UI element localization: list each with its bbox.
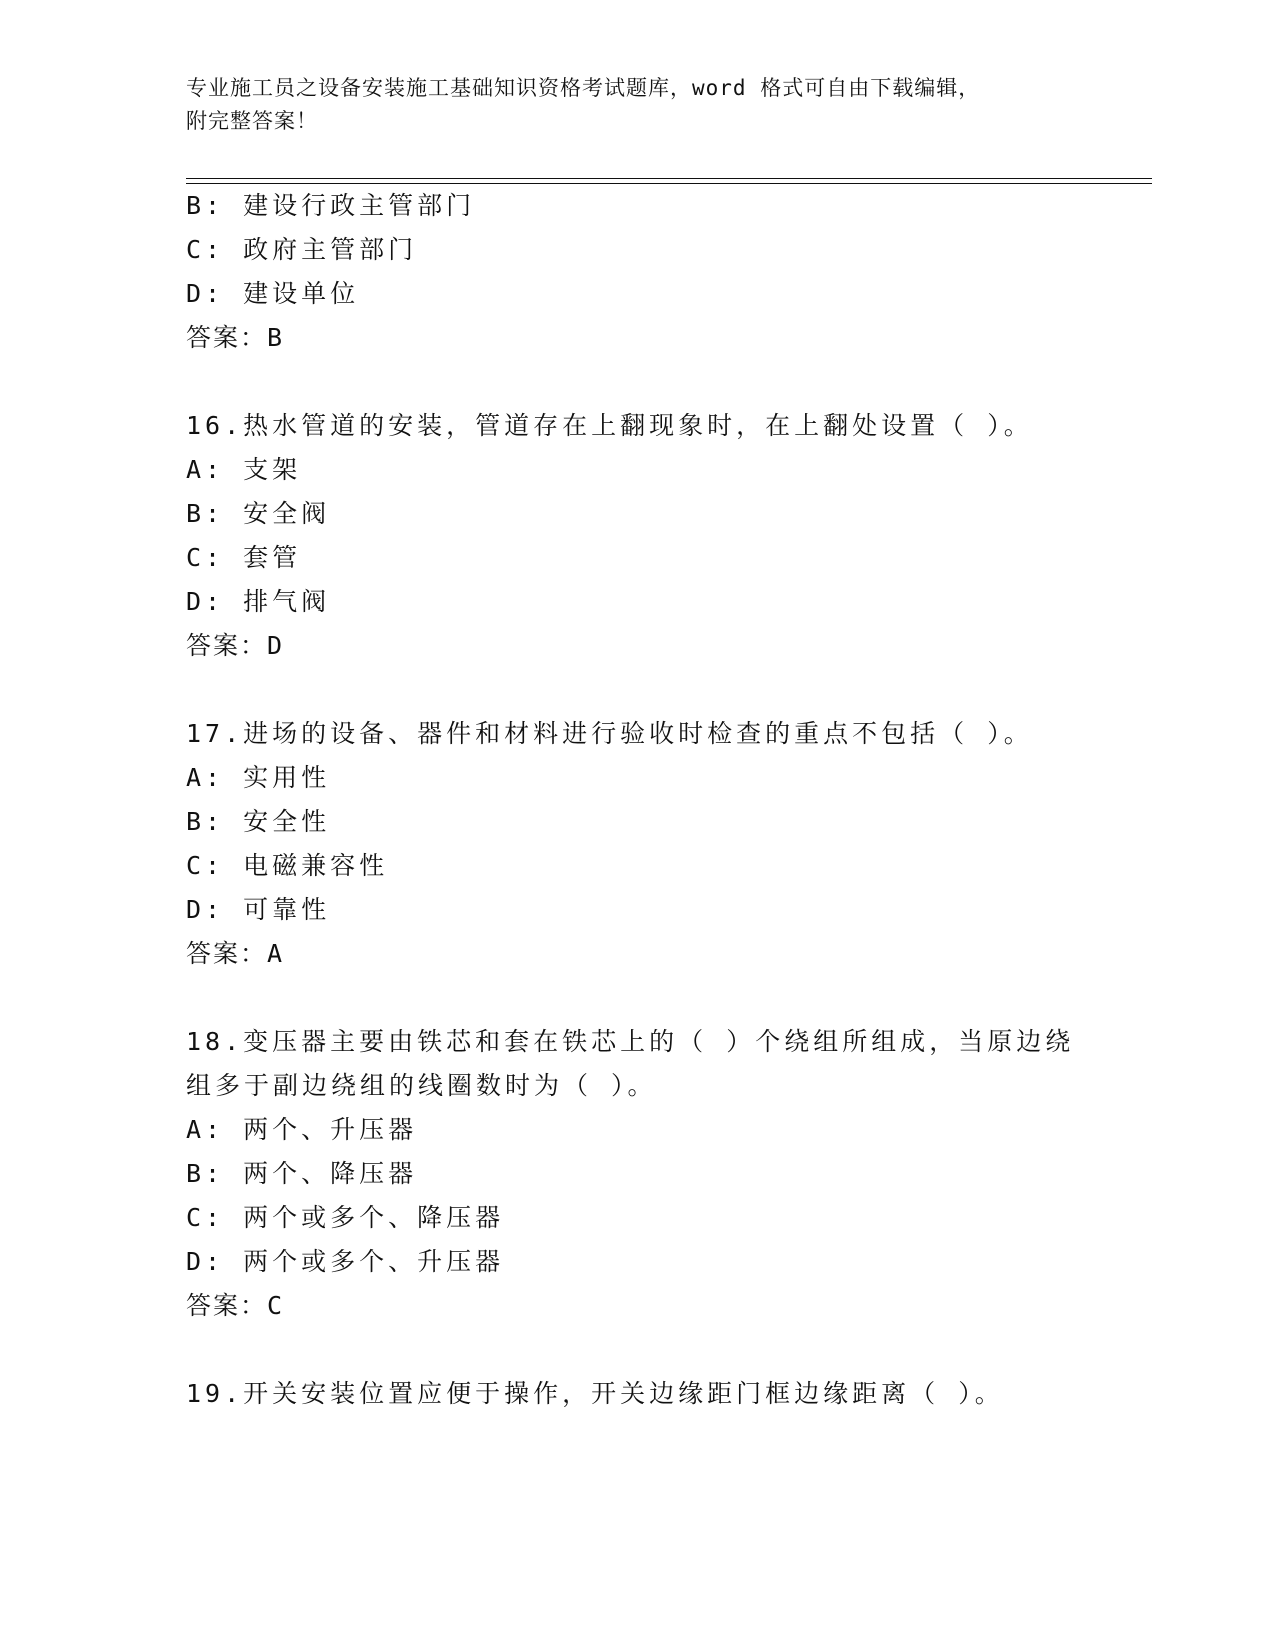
q16-option-d: D: 排气阀 xyxy=(186,587,331,616)
answer-value: D xyxy=(267,631,284,660)
answer-label: 答案： xyxy=(186,939,268,968)
header-title-line-1: 专业施工员之设备安装施工基础知识资格考试题库，word 格式可自由下载编辑， xyxy=(186,76,981,100)
q18-stem-line-1: 18.变压器主要由铁芯和套在铁芯上的（ ）个绕组所组成，当原边绕 xyxy=(186,1027,1075,1056)
q18-option-a: A: 两个、升压器 xyxy=(186,1115,418,1144)
q15-option-c: C: 政府主管部门 xyxy=(186,235,418,264)
document-header xyxy=(186,72,1066,138)
q16-option-b: B: 安全阀 xyxy=(186,499,331,528)
q16-answer xyxy=(186,630,283,662)
q15-answer xyxy=(186,322,283,354)
q17-option-d: D: 可靠性 xyxy=(186,895,331,924)
q18-answer xyxy=(186,1290,283,1322)
q15-option-d: D: 建设单位 xyxy=(186,279,360,308)
answer-value: A xyxy=(267,939,284,968)
answer-value: C xyxy=(267,1291,284,1320)
q18-option-c: C: 两个或多个、降压器 xyxy=(186,1203,505,1232)
q17-option-b: B: 安全性 xyxy=(186,807,331,836)
answer-label: 答案： xyxy=(186,1291,268,1320)
q19-stem: 19.开关安装位置应便于操作，开关边缘距门框边缘距离（ ）。 xyxy=(186,1379,1004,1408)
header-divider-top xyxy=(186,178,1152,179)
q17-answer xyxy=(186,938,283,970)
q17-option-c: C: 电磁兼容性 xyxy=(186,851,389,880)
answer-label: 答案： xyxy=(186,323,268,352)
q18-option-d: D: 两个或多个、升压器 xyxy=(186,1247,505,1276)
q16-option-c: C: 套管 xyxy=(186,543,302,572)
header-divider-bottom xyxy=(186,183,1152,184)
answer-label: 答案： xyxy=(186,631,268,660)
q15-option-b: B: 建设行政主管部门 xyxy=(186,191,476,220)
header-title-line-2: 附完整答案！ xyxy=(186,109,318,133)
q16-stem: 16.热水管道的安装，管道存在上翻现象时，在上翻处设置（ ）。 xyxy=(186,411,1033,440)
q18-stem-line-2: 组多于副边绕组的线圈数时为（ ）。 xyxy=(186,1071,657,1100)
q18-option-b: B: 两个、降压器 xyxy=(186,1159,418,1188)
answer-value: B xyxy=(267,323,284,352)
q17-option-a: A: 实用性 xyxy=(186,763,331,792)
q16-option-a: A: 支架 xyxy=(186,455,302,484)
q17-stem: 17.进场的设备、器件和材料进行验收时检查的重点不包括（ ）。 xyxy=(186,719,1033,748)
